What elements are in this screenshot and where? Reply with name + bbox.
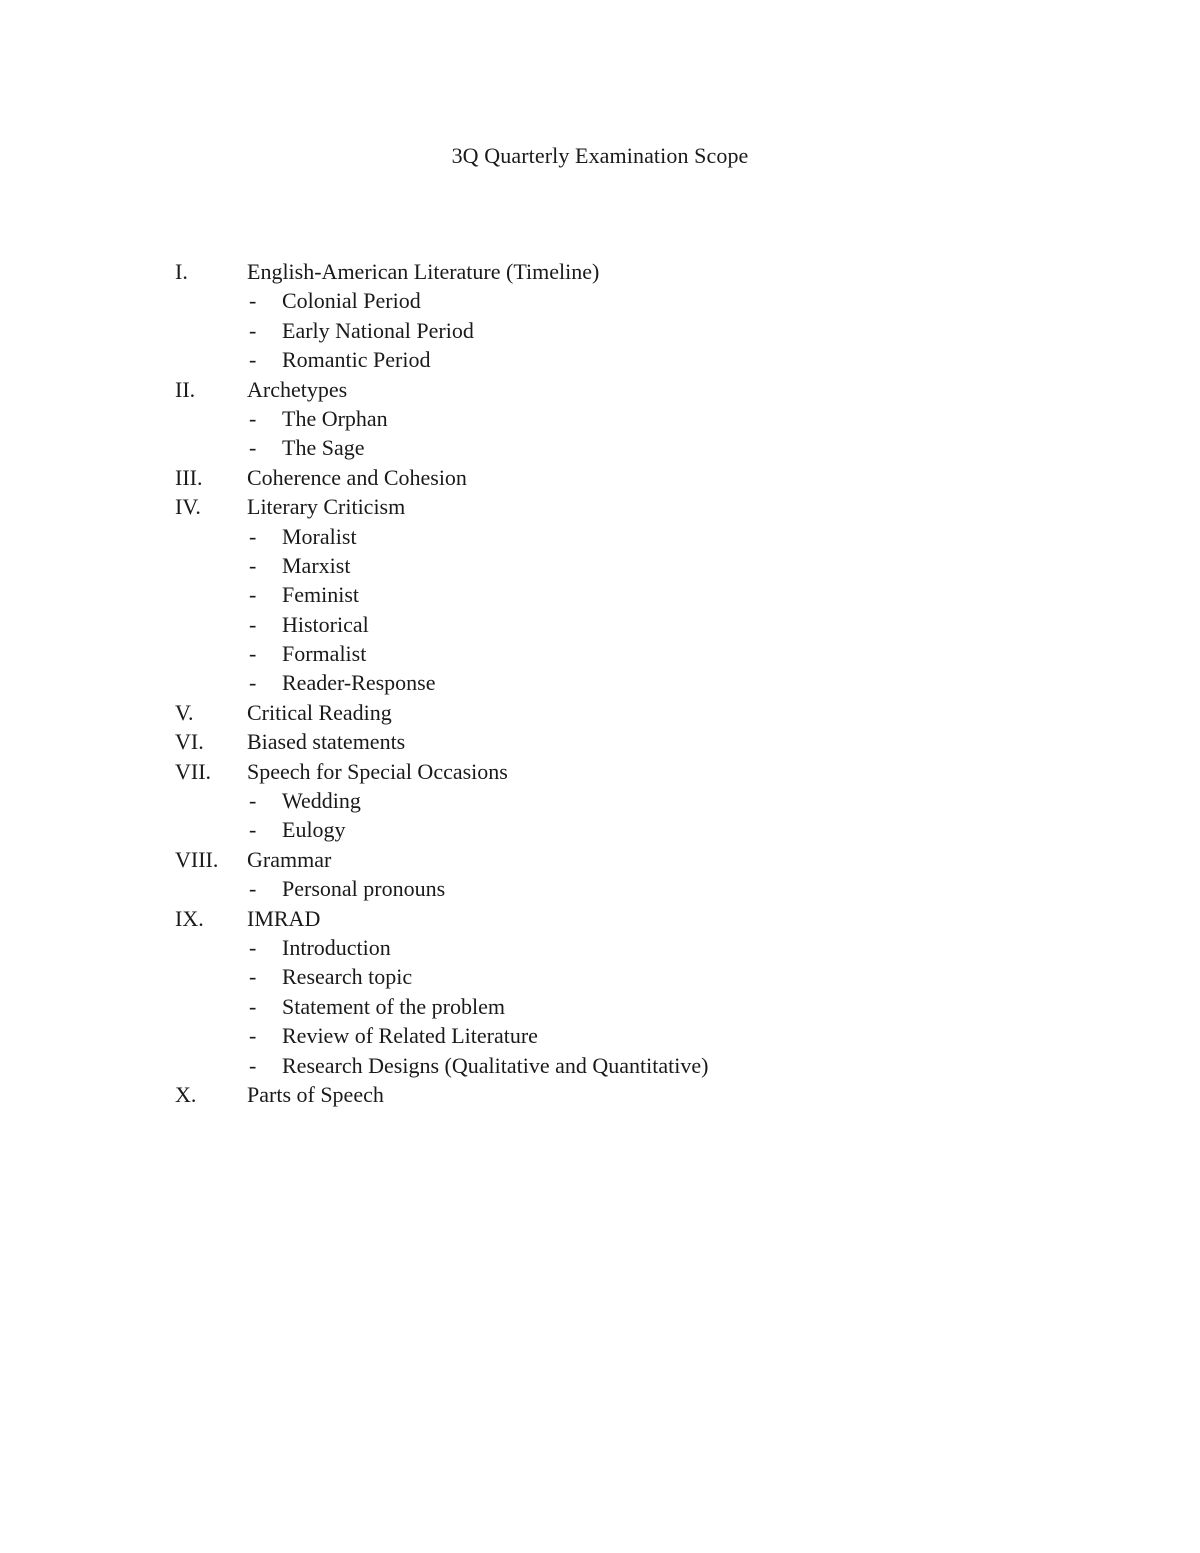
section-label: English-American Literature (Timeline): [247, 259, 600, 284]
bullet-dash: -: [249, 964, 257, 990]
bullet-dash: -: [249, 670, 257, 696]
section-label: Coherence and Cohesion: [247, 464, 467, 490]
section-label: IMRAD: [247, 905, 321, 931]
subitem-row: [175, 638, 975, 667]
subitem-label: The Sage: [282, 435, 365, 461]
section-label: Critical Reading: [247, 699, 392, 725]
subitem-label: Review of Related Literature: [282, 1023, 538, 1049]
section-label: Biased statements: [247, 729, 406, 755]
subitem-row: [175, 873, 975, 902]
subitem-row: [175, 579, 975, 608]
subitem-row: [175, 609, 975, 638]
subitem-row: [175, 550, 975, 579]
bullet-dash: -: [249, 611, 257, 637]
section-label: Speech for Special Occasions: [247, 758, 508, 784]
section-numeral: X.: [175, 1081, 197, 1107]
subitem-row: [175, 932, 975, 961]
subitem-label: Research topic: [282, 964, 413, 990]
bullet-dash: -: [249, 582, 257, 608]
section-row: [175, 256, 975, 285]
section-row: [175, 697, 975, 726]
subitem-row: [175, 315, 975, 344]
section-row: [175, 491, 975, 520]
section-numeral: V.: [175, 699, 194, 725]
section-numeral: III.: [175, 464, 203, 490]
subitem-label: Moralist: [282, 523, 357, 549]
subitem-label: Introduction: [282, 934, 391, 960]
section-numeral: II.: [175, 376, 196, 402]
bullet-dash: -: [249, 817, 257, 843]
subitem-label: Wedding: [282, 788, 361, 814]
subitem-row: [175, 814, 975, 843]
bullet-dash: -: [249, 347, 257, 373]
section-numeral: VII.: [175, 758, 212, 784]
subitem-label: Reader-Response: [282, 670, 436, 696]
subitem-row: [175, 403, 975, 432]
section-row: [175, 374, 975, 403]
bullet-dash: -: [249, 788, 257, 814]
bullet-dash: -: [249, 934, 257, 960]
subitem-label: Early National Period: [282, 317, 474, 343]
subitem-label: Eulogy: [282, 817, 346, 843]
section-numeral: VIII.: [175, 846, 219, 872]
subitem-row: [175, 521, 975, 550]
bullet-dash: -: [249, 317, 257, 343]
subitem-label: Romantic Period: [282, 347, 431, 373]
section-numeral: IV.: [175, 494, 201, 520]
subitem-row: [175, 1020, 975, 1049]
section-label: Archetypes: [247, 376, 348, 402]
subitem-label: Personal pronouns: [282, 876, 446, 902]
subitem-row: [175, 961, 975, 990]
section-label: Literary Criticism: [247, 494, 406, 520]
subitem-label: Formalist: [282, 641, 367, 667]
subitem-label: Historical: [282, 611, 369, 637]
bullet-dash: -: [249, 552, 257, 578]
subitem-row: [175, 991, 975, 1020]
section-label: Grammar: [247, 846, 332, 872]
subitem-row: [175, 1050, 975, 1079]
bullet-dash: -: [249, 288, 257, 314]
subitem-label: Research Designs (Qualitative and Quantitative): [282, 1052, 709, 1078]
section-row: [175, 1079, 975, 1108]
subitem-row: [175, 344, 975, 373]
subitem-label: The Orphan: [282, 405, 388, 431]
subitem-row: [175, 785, 975, 814]
bullet-dash: -: [249, 993, 257, 1019]
section-numeral: I.: [175, 259, 188, 284]
section-label: Parts of Speech: [247, 1081, 384, 1107]
subitem-row: [175, 285, 975, 314]
exam-scope-outline: [175, 256, 975, 1108]
subitem-row: [175, 432, 975, 461]
bullet-dash: -: [249, 405, 257, 431]
subitem-row: [175, 667, 975, 696]
bullet-dash: -: [249, 435, 257, 461]
subitem-label: Feminist: [282, 582, 360, 608]
section-numeral: IX.: [175, 905, 204, 931]
bullet-dash: -: [249, 876, 257, 902]
section-row: [175, 844, 975, 873]
subitem-label: Statement of the problem: [282, 993, 505, 1019]
section-row: [175, 756, 975, 785]
section-row: [175, 903, 975, 932]
section-row: [175, 462, 975, 491]
page-title: 3Q Quarterly Examination Scope: [451, 143, 749, 168]
section-row: [175, 726, 975, 755]
bullet-dash: -: [249, 641, 257, 667]
bullet-dash: -: [249, 1023, 257, 1049]
bullet-dash: -: [249, 523, 257, 549]
bullet-dash: -: [249, 1052, 257, 1078]
subitem-label: Marxist: [282, 552, 351, 578]
subitem-label: Colonial Period: [282, 288, 421, 314]
section-numeral: VI.: [175, 729, 204, 755]
